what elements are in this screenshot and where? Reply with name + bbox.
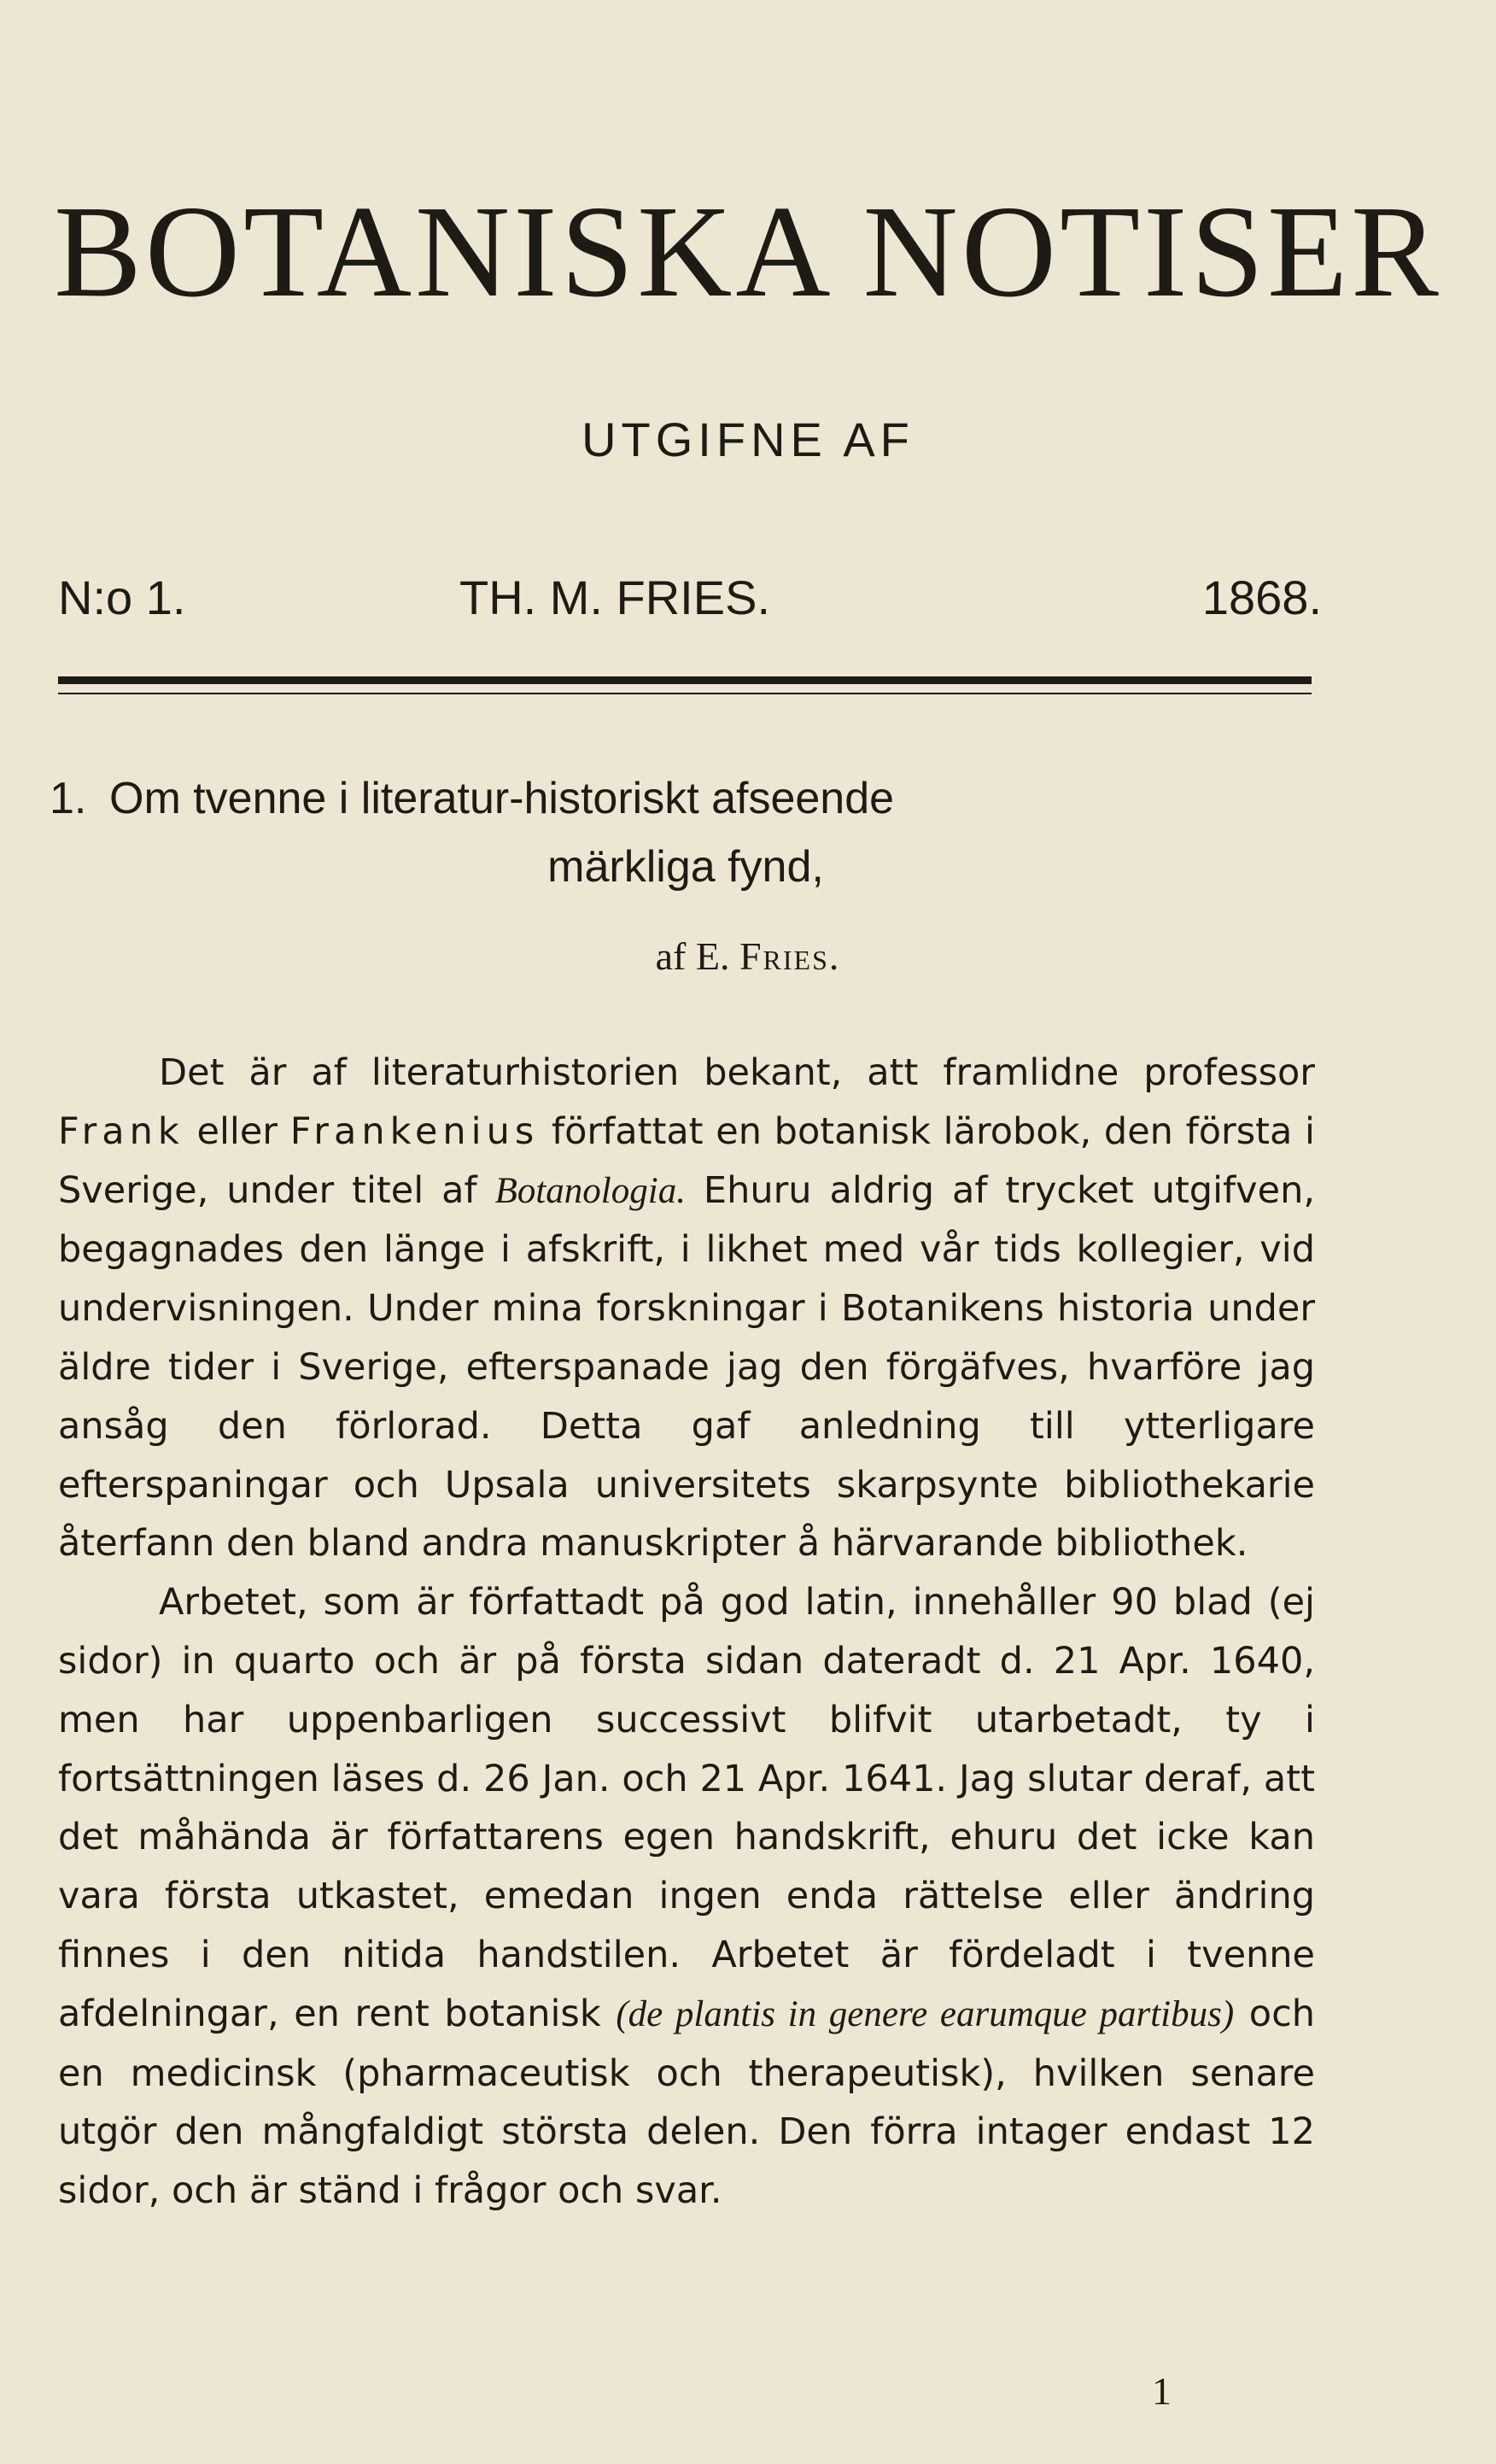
header-rule-thick [58, 676, 1312, 684]
article-heading [50, 764, 1313, 901]
header-rule-thin [58, 693, 1312, 694]
page-number: 1 [1152, 2369, 1172, 2413]
p1-name-frankenius: Frankenius [289, 1109, 540, 1153]
byline-prefix: af E. [655, 934, 730, 978]
article-title-line-2: märkliga fynd, [547, 842, 824, 892]
p1-text-2: eller [184, 1109, 290, 1153]
p1-text-3: författat en botanisk lärobok, den första i Sverige, under titel af [58, 1109, 1315, 1212]
journal-title: BOTANISKA NOTISER [54, 179, 1442, 325]
p2-latin-phrase: (de plantis in genere earumque partibus) [616, 1993, 1235, 2034]
article-body [58, 1044, 1315, 2221]
p2-text-2: och en medicinsk (pharmaceutisk och therapeutisk), hvilken senare utgör den mångfaldigt största delen. Den förra intager endast 12 sidor, och är ständ i frågor och svar. [58, 1992, 1315, 2213]
p1-text-1: Det är af literaturhistorien bekant, att framlidne professor [159, 1051, 1315, 1094]
article-number: 1. [50, 774, 87, 823]
journal-subtitle: UTGIFNE AF [581, 413, 915, 466]
paragraph-1 [58, 1044, 1315, 1573]
p1-text-4: Ehuru aldrig af trycket utgifven, begagnades den länge i afskrift, i likhet med vår tids kollegier, vid undervisningen. Under mina forskningar i Botanikens historia under äldre tider i Sverige, efterspanade jag den förgäfves, hvarföre jag ansåg den förlorad. Detta gaf anledning till ytterligare efterspaningar och Upsala universitets skarpsynte bibliothekarie återfann den bland andra manuskripter å härvarande bibliothek. [58, 1168, 1316, 1566]
paragraph-2 [58, 1573, 1315, 2221]
p1-name-frank: Frank [58, 1109, 184, 1153]
issue-number: N:o 1. [58, 571, 186, 624]
p1-title-botanologia: Botanologia. [494, 1170, 686, 1211]
article-byline [0, 927, 1496, 986]
byline-author: Fries. [739, 934, 841, 978]
article-title-line-1: Om tvenne i literatur-historiskt afseende [109, 774, 895, 823]
issue-line [58, 568, 1322, 628]
editor-name: TH. M. FRIES. [459, 571, 770, 624]
issue-year: 1868. [1201, 571, 1322, 624]
p2-text-1: Arbetet, som är författadt på god latin, innehåller 90 blad (ej sidor) in quarto och är på första sidan dateradt d. 21 Apr. 1640, men har uppenbarligen successivt blifvit utarbetadt, ty i fortsättningen läses d. 26 Jan. och 21 Apr. 1641. Jag slutar deraf, att det måhända är författarens egen handskrift, ehuru det icke kan vara första utkastet, emedan ingen enda rättelse eller ändring finnes i den nitida handstilen. Arbetet är fördeladt i tvenne afdelningar, en rent botanisk [58, 1581, 1315, 2035]
